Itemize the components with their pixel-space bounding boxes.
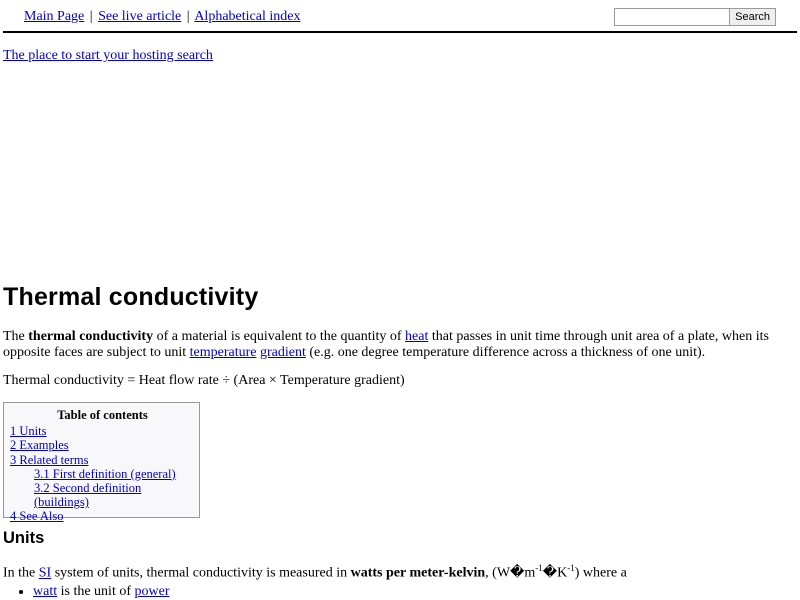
search-button[interactable]: Search xyxy=(729,8,776,26)
superscript: -1 xyxy=(535,563,543,573)
alphabetical-index-link[interactable]: Alphabetical index xyxy=(194,9,301,24)
toc-item-units xyxy=(10,424,195,438)
toc-title: Table of contents xyxy=(57,408,148,422)
top-bar xyxy=(3,0,797,33)
toc-link[interactable]: 3.1 First definition (general) xyxy=(34,466,176,481)
see-live-article-link[interactable]: See live article xyxy=(98,9,182,24)
formula-text: Thermal conductivity = Heat flow rate ÷ (Area × Temperature gradient) xyxy=(3,373,405,388)
gradient-link[interactable]: gradient xyxy=(259,345,306,360)
units-text: system of units, thermal conductivity is measured in xyxy=(51,565,351,581)
intro-text: (e.g. one degree temperature difference across a thickness of one unit). xyxy=(305,345,706,360)
toc-link[interactable]: 1 Units xyxy=(10,424,47,439)
units-bold: watts per meter-kelvin xyxy=(350,565,486,581)
toc-item-see-also xyxy=(10,509,195,523)
bold-term: thermal conductivity xyxy=(28,329,154,344)
main-page-link[interactable]: Main Page xyxy=(24,9,85,24)
si-link[interactable]: SI xyxy=(38,565,52,581)
intro-text: of a material is equivalent to the quantity of xyxy=(153,329,406,344)
toc-link[interactable]: 2 Examples xyxy=(10,438,69,453)
intro-text: The xyxy=(3,329,29,344)
intro-paragraph xyxy=(3,329,793,361)
intro-text: that passes in unit time through unit area of a plate, when its opposite faces are subject to unit xyxy=(3,329,769,360)
units-heading: Units xyxy=(3,529,45,547)
search-form xyxy=(614,8,776,26)
toc-link[interactable]: 3 Related terms xyxy=(10,452,89,467)
units-text: ) where a xyxy=(574,565,627,581)
units-list xyxy=(15,584,170,600)
heat-link[interactable]: heat xyxy=(405,329,429,344)
page-title: Thermal conductivity xyxy=(3,283,259,311)
units-text: �K xyxy=(542,565,568,581)
hosting-promo-link[interactable]: The place to start your hosting search xyxy=(3,48,213,63)
table-of-contents xyxy=(3,402,200,524)
watt-link[interactable]: watt xyxy=(33,584,58,599)
toc-link[interactable]: 4 See Also xyxy=(10,509,64,524)
toc-link[interactable]: 3.2 Second definition (buildings) xyxy=(34,481,142,510)
units-text: In the xyxy=(3,565,39,581)
toc-item-second-definition xyxy=(10,481,195,509)
list-text: is the unit of xyxy=(57,584,135,599)
top-navigation xyxy=(24,9,300,25)
temperature-link[interactable]: temperature xyxy=(189,345,257,360)
nav-separator: | xyxy=(186,9,190,24)
units-paragraph xyxy=(3,563,627,582)
toc-item-examples xyxy=(10,438,195,452)
superscript: -1 xyxy=(567,563,575,573)
toc-item-first-definition xyxy=(10,467,195,481)
list-item xyxy=(33,584,170,600)
search-input[interactable] xyxy=(614,8,730,26)
toc-item-related-terms xyxy=(10,453,195,467)
power-link[interactable]: power xyxy=(134,584,170,599)
units-text: , (W�m xyxy=(485,565,536,581)
nav-separator: | xyxy=(89,9,93,24)
